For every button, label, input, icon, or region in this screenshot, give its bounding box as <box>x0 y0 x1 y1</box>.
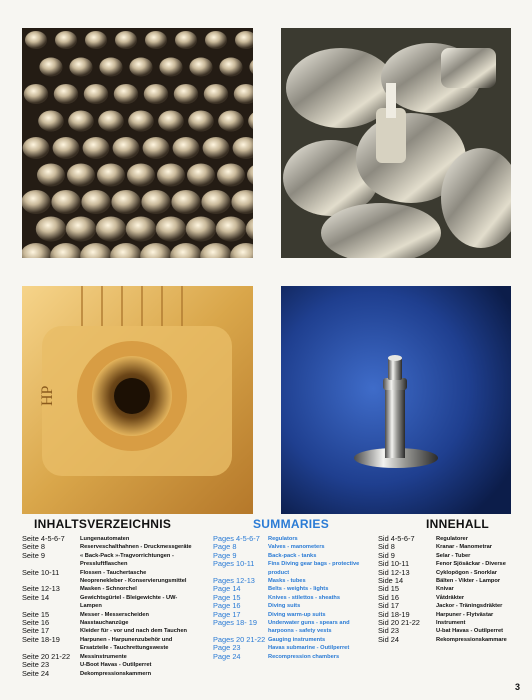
toc-entry-text: Knives - stilettos - sheaths <box>268 594 341 601</box>
toc-entry-text: Diving warm-up suits <box>268 611 326 618</box>
toc-page-ref: Seite 9 <box>22 550 46 560</box>
toc-entry-text: Harpunen - Harpunenzubehör und Ersatzteile - Tauchrettungsweste <box>80 636 173 652</box>
toc-german <box>22 517 192 678</box>
toc-english-heading: SUMMARIES <box>253 517 330 531</box>
toc-entry-text: Gewichtsgürtel - Bleigewichte - UW-Lampen <box>80 594 178 610</box>
toc-entry-text: Instrument <box>436 620 466 627</box>
toc-entry-text: Regulators <box>268 536 298 542</box>
photo-rows-of-caps <box>22 28 253 258</box>
toc-entry-text: Kleider für - vor und nach dem Tauchen <box>80 628 188 635</box>
toc-entry-text: Våtdräkter <box>436 594 465 601</box>
toc-entry-text: Masken - Schnorchel <box>80 586 137 593</box>
toc-entry-text: Messinstrumente <box>80 653 127 660</box>
toc-page-ref: Sid 18-19 <box>378 609 410 619</box>
svg-text:HP: HP <box>39 385 56 406</box>
toc-entry-text: Belts - weights - lights <box>268 586 329 593</box>
toc-entry-text: U-Boot Havas - Outilperret <box>80 662 152 669</box>
toc-entry-text: Lungenautomaten <box>80 536 130 542</box>
toc-entry-text: Rekompressionskammare <box>436 636 507 643</box>
toc-page-ref: Sid 20 21-22 <box>378 618 420 628</box>
toc-entry-text: Recompression chambers <box>268 653 340 660</box>
photo-steel-pin-on-blue <box>281 286 511 514</box>
toc-entry-text: Masks - tubes <box>268 578 306 585</box>
toc-page-ref: Page 23 <box>213 643 241 653</box>
toc-page-ref: Seite 10-11 <box>22 567 60 577</box>
toc-page-ref: Seite 4-5-6-7 <box>22 534 65 543</box>
toc-page-ref: Seite 16 <box>22 618 50 628</box>
toc-entry-text: Neoprenekleber - Konservierungsmittel <box>80 578 187 585</box>
page-number: 3 <box>514 682 520 692</box>
toc-entry-text: Messer - Messerscheiden <box>80 611 149 618</box>
toc-page-ref: Page 14 <box>213 584 241 594</box>
toc-entry-text: Cyklopögon - Snorklar <box>436 569 497 576</box>
toc-row <box>378 535 513 543</box>
toc-entry-text: Gauging instruments <box>268 636 326 643</box>
toc-page-ref: Sid 23 <box>378 626 399 636</box>
toc-page-ref: Sid 15 <box>378 584 399 594</box>
toc-page-ref: Sid 24 <box>378 634 399 644</box>
toc-page-ref: Seite 12-13 <box>22 584 60 594</box>
toc-row <box>22 552 192 569</box>
toc-page-ref: Page 8 <box>213 542 237 552</box>
toc-entry-text: Fenor Sjösäckar - Diverse <box>436 561 506 568</box>
toc-row <box>378 543 513 551</box>
toc-row <box>22 670 192 678</box>
toc-page-ref: Seite 24 <box>22 668 50 678</box>
toc-row <box>22 569 192 577</box>
toc-entry-text: Reserveschalthahnen - Druckmessgeräte <box>80 544 192 551</box>
toc-page-ref: Sid 8 <box>378 542 395 552</box>
toc-german-heading: INHALTSVERZEICHNIS <box>34 517 172 531</box>
toc-entry-text: Knivar <box>436 586 454 593</box>
toc-entry-text: Bälten - Vikter - Lampor <box>436 578 501 585</box>
toc-entry-text: Jackor - Träningsdräkter <box>436 603 503 610</box>
toc-page-ref: Page 17 <box>213 609 241 619</box>
toc-page-ref: Sid 10-11 <box>378 559 410 569</box>
toc-entry-text: Regulatorer <box>436 536 468 542</box>
toc-page-ref: Sid 12-13 <box>378 567 410 577</box>
toc-page-ref: Pages 20 21-22 <box>213 634 266 644</box>
toc-page-ref: Page 24 <box>213 651 241 661</box>
toc-english <box>213 517 363 661</box>
toc-entry-text: Fins Diving gear bags - protective product <box>268 561 360 576</box>
toc-page-ref: Side 14 <box>378 576 404 586</box>
toc-row <box>213 653 363 661</box>
toc-entry-text: Diving suits <box>268 603 301 610</box>
toc-entry-text: Flossen - Tauchertasche <box>80 569 147 576</box>
toc-page-ref: Pages 18- 19 <box>213 618 257 628</box>
toc-swedish <box>378 517 513 644</box>
toc-swedish-heading: INNEHALL <box>426 517 490 531</box>
toc-row <box>378 636 513 644</box>
toc-page-ref: Pages 10-11 <box>213 559 255 569</box>
toc-row <box>213 619 363 636</box>
toc-entry-text: « Back-Pack »-Tragvorrichtungen - Pressluftflaschen <box>80 552 174 568</box>
toc-page-ref: Seite 18-19 <box>22 634 60 644</box>
toc-row <box>22 594 192 611</box>
photo-brass-fitting <box>22 286 253 514</box>
toc-entry-text: Nasstauchanzüge <box>80 620 129 627</box>
toc-page-ref: Pages 12-13 <box>213 576 255 586</box>
toc-entry-text: Selar - Tuber <box>436 552 471 559</box>
toc-page-ref: Page 16 <box>213 601 241 611</box>
toc-page-ref: Seite 20 21-22 <box>22 651 71 661</box>
toc-entry-text: Harpuner - Flytvästar <box>436 611 494 618</box>
toc-page-ref: Seite 15 <box>22 609 50 619</box>
toc-page-ref: Sid 4-5-6-7 <box>378 534 415 543</box>
toc-page-ref: Page 15 <box>213 592 241 602</box>
toc-entry-text: U-bat Havas - Outilperret <box>436 628 504 635</box>
toc-page-ref: Pages 4-5-6-7 <box>213 534 260 543</box>
toc-entry-text: Back-pack - tanks <box>268 552 317 559</box>
toc-entry-text: Dekompressionskammern <box>80 670 152 677</box>
toc-page-ref: Sid 17 <box>378 601 399 611</box>
toc-entry-text: Underwater guns - spears and harpoons - safety vests <box>268 620 350 635</box>
toc-entry-text: Valves - manometers <box>268 544 325 551</box>
toc-page-ref: Seite 14 <box>22 592 50 602</box>
toc-page-ref: Sid 9 <box>378 550 395 560</box>
toc-row <box>213 560 363 577</box>
toc-row <box>22 543 192 551</box>
photo-chrome-valves <box>281 28 511 258</box>
toc-page-ref: Seite 8 <box>22 542 46 552</box>
toc-entry-text: Havas submarine - Outilperret <box>268 645 350 652</box>
toc-page-ref: Page 9 <box>213 550 237 560</box>
toc-row <box>22 535 192 543</box>
toc-page-ref: Seite 23 <box>22 660 50 670</box>
toc-page-ref: Sid 16 <box>378 592 399 602</box>
toc-page-ref: Seite 17 <box>22 626 50 636</box>
toc-entry-text: Kranar - Manometrar <box>436 544 492 551</box>
toc-row <box>22 636 192 653</box>
